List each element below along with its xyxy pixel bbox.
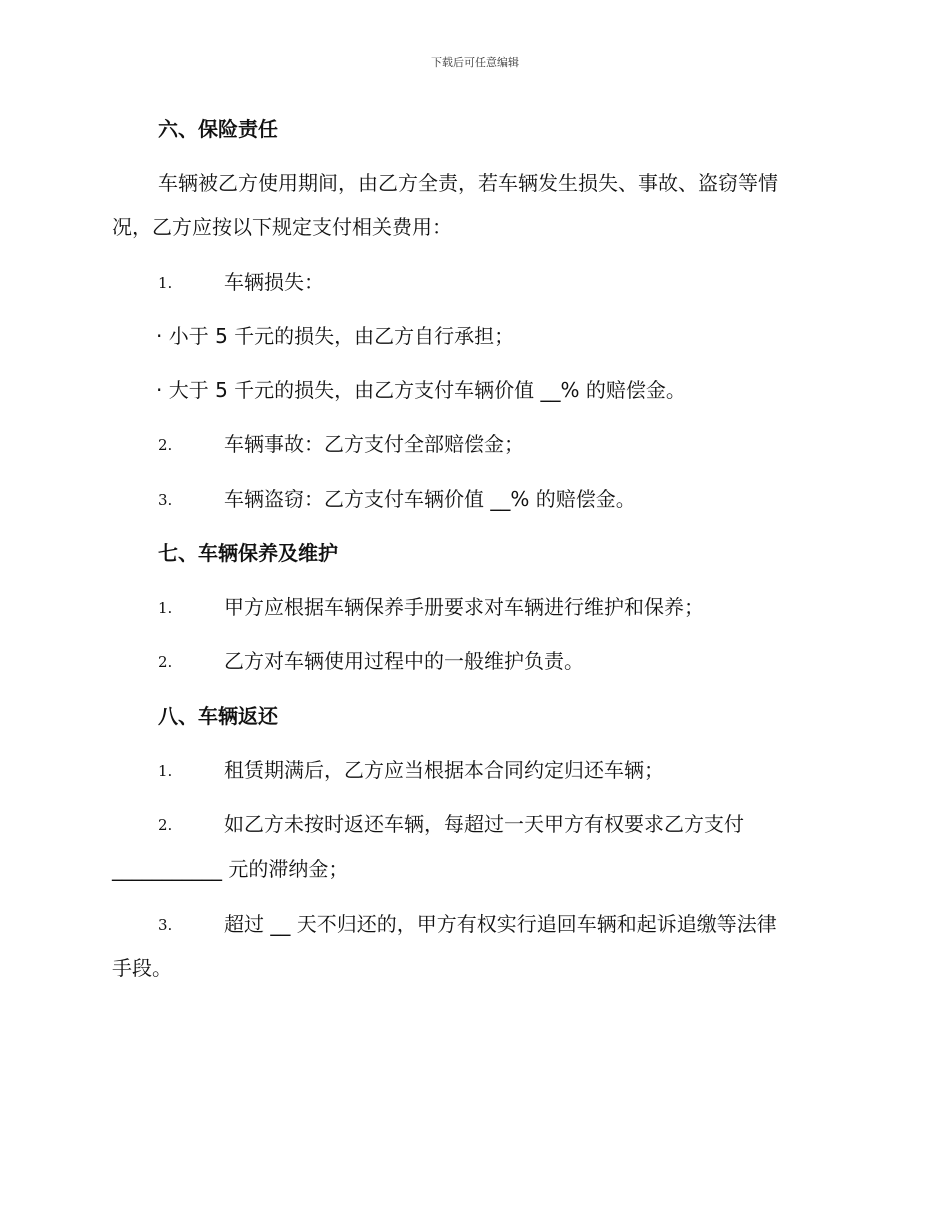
section-6-title: 六、保险责任 — [158, 117, 278, 141]
list-item-number: 1. — [158, 599, 173, 617]
section-6-intro-line2: 况，乙方应按以下规定支付相关费用： — [112, 215, 452, 239]
list-item-text: 如乙方未按时返还车辆，每超过一天甲方有权要求乙方支付 — [224, 812, 744, 836]
list-item-number: 2. — [158, 653, 173, 671]
list-item-number: 2. — [158, 436, 173, 454]
page-header: 下载后可任意编辑 — [431, 56, 519, 69]
list-item-number: 1. — [158, 762, 173, 780]
list-item-text: 车辆盗窃：乙方支付车辆价值 __% 的赔偿金。 — [224, 487, 636, 511]
list-item-text: 车辆损失： — [224, 270, 324, 294]
section-7-title: 七、车辆保养及维护 — [158, 541, 338, 565]
section-8-title: 八、车辆返还 — [158, 704, 278, 728]
list-item-number: 1. — [158, 274, 173, 292]
list-item-continuation: 手段。 — [112, 956, 172, 980]
bullet-item: · 大于 5 千元的损失，由乙方支付车辆价值 __% 的赔偿金。 — [156, 378, 686, 402]
list-item-text: 超过 __ 天不归还的，甲方有权实行追回车辆和起诉追缴等法律 — [224, 912, 777, 936]
bullet-item: · 小于 5 千元的损失，由乙方自行承担； — [156, 324, 515, 348]
list-item-text: 租赁期满后，乙方应当根据本合同约定归还车辆； — [224, 758, 664, 782]
section-6-intro-line1: 车辆被乙方使用期间，由乙方全责，若车辆发生损失、事故、盗窃等情 — [158, 171, 778, 195]
list-item-text: 甲方应根据车辆保养手册要求对车辆进行维护和保养； — [224, 595, 704, 619]
list-item-number: 3. — [158, 916, 173, 934]
list-item-number: 2. — [158, 816, 173, 834]
list-item-continuation: ___________ 元的滞纳金； — [112, 857, 349, 881]
list-item-text: 车辆事故：乙方支付全部赔偿金； — [224, 432, 524, 456]
list-item-text: 乙方对车辆使用过程中的一般维护负责。 — [224, 649, 584, 673]
list-item-number: 3. — [158, 491, 173, 509]
